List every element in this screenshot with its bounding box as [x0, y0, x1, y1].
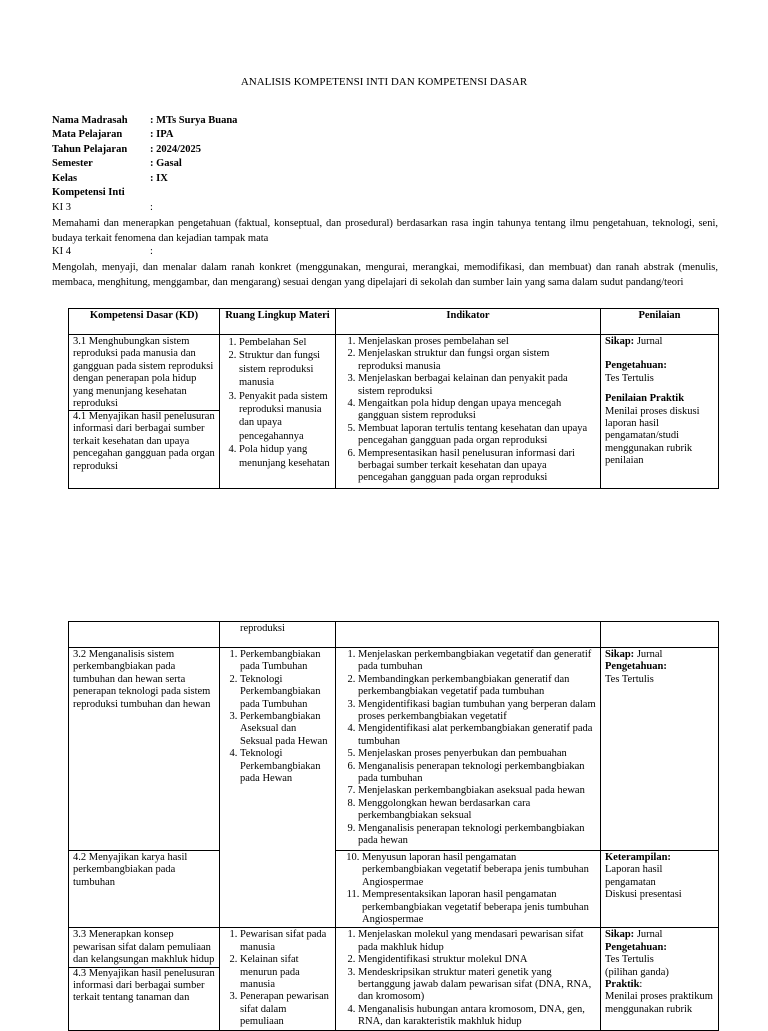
indikator-item: 7. Menjelaskan perkembangbiakan aseksual pada hewan [358, 785, 596, 797]
header-penilaian: Penilaian [601, 309, 719, 335]
materi-item: 2. Struktur dan fungsi sistem reproduksi manusia [239, 349, 331, 389]
penilaian-cell-row3: Sikap: Jurnal Pengetahuan: Tes Tertulis (pilihan ganda) Praktik: Menilai proses praktikum menggunakan rubrik [601, 928, 719, 1030]
ki3-text: Memahami dan menerapkan pengetahuan (faktual, konseptual, dan prosedural) berdasarkan rasa ingin tahunya tentang ilmu pengetahuan, teknologi, seni, budaya terkait fenomena dan kejadian tampak mata [52, 218, 718, 245]
indikator-item: 2. Mengidentifikasi struktur molekul DNA [358, 954, 596, 966]
info-row-mapel: Mata Pelajaran : IPA [52, 129, 174, 141]
indikator-item: 5. Menjelaskan proses penyerbukan dan pembuahan [358, 748, 596, 760]
info-row-madrasah: Nama Madrasah : MTs Surya Buana [52, 115, 238, 126]
kd-4-3: 4.3 Menyajikan hasil penelusuran informasi dari berbagai sumber terkait tentang tanaman dan [73, 967, 215, 1004]
header-indikator: Indikator [336, 309, 601, 335]
materi-cell-row1 [220, 335, 336, 489]
kd-table-page1 [68, 308, 719, 489]
materi-item: 3. Perkembangbiakan Aseksual dan Seksual pada Hewan [240, 711, 331, 748]
info-row-tahun: Tahun Pelajaran : 2024/2025 [52, 143, 202, 155]
indikator-item: 1. Menjelaskan proses pembelahan sel [358, 336, 596, 348]
indikator-item: 6. Mempresentasikan hasil penelusuran informasi dari berbagai sumber terkait kesehatan dan upaya pencegahan gangguan pada organ reproduksi [358, 448, 596, 485]
ki-heading: Kompetensi Inti [52, 186, 125, 198]
indikator-cell-row1 [336, 335, 601, 489]
indikator-item: 4. Menganalisis hubungan antara kromosom, DNA, gen, RNA, dan karakteristik makhluk hidup [358, 1004, 596, 1029]
indikator-item: 3. Mendeskripsikan struktur materi genetik yang bertanggung jawab dalam pewarisan sifat (DNA, RNA, dan kromosom) [358, 967, 596, 1004]
kd-3-2: 3.2 Menganalisis sistem perkembangbiakan pada tumbuhan dan hewan serta penerapan teknologi pada sistem reproduksi tumbuhan dan hewan [69, 648, 220, 851]
materi-item: 2. Teknologi Perkembangbiakan pada Tumbuhan [240, 674, 331, 711]
ki4-label: KI 4 [52, 246, 71, 257]
penilaian-cell-row1: Sikap: Jurnal Pengetahuan: Tes Tertulis Penilaian Praktik Menilai proses diskusi laporan hasil pengamatan/studi menggunakan rubrik penilaian [601, 335, 719, 489]
materi-item: 1. Pewarisan sifat pada manusia [240, 929, 331, 954]
materi-continuation: reproduksi [220, 622, 336, 648]
indikator-cell-row2a [336, 648, 601, 851]
header-kd: Kompetensi Dasar (KD) [69, 309, 220, 335]
indikator-item: 2. Menjelaskan struktur dan fungsi organ sistem reproduksi manusia [358, 348, 596, 373]
indikator-item: 3. Menjelaskan berbagai kelainan dan penyakit pada sistem reproduksi [358, 373, 596, 398]
kd-table-page2 [68, 621, 719, 1031]
indikator-item: 9. Menganalisis penerapan teknologi perkembangbiakan pada hewan [358, 823, 596, 848]
indikator-item: 11. Mempresentaksikan laporan hasil pengamatan perkembangbiakan vegetatif beberapa jenis tumbuhan Angiospermae [362, 889, 596, 926]
document-title: ANALISIS KOMPETENSI INTI DAN KOMPETENSI DASAR [240, 76, 528, 88]
ki3-label: KI 3 [52, 202, 71, 213]
indikator-item: 6. Menganalisis penerapan teknologi perkembangbiakan pada tumbuhan [358, 761, 596, 786]
ki4-text: Mengolah, menyaji, dan menalar dalam ranah konkret (menggunakan, mengurai, merangkai, memodifikasi, dan membuat) dan ranah abstrak (menulis, membaca, menghitung, menggambar, dan mengarang) sesuai dengan yang dipelajari di sekolah dan sumber lain yang sama dalam sudut pandang/teori [52, 262, 718, 289]
penilaian-cell-row2a: Sikap: Jurnal Pengetahuan: Tes Tertulis [601, 648, 719, 851]
kd-cell-row3 [69, 928, 220, 1030]
materi-item: 1. Pembelahan Sel [239, 336, 331, 349]
indikator-cell-row2b [336, 851, 601, 928]
materi-item: 1. Perkembangbiakan pada Tumbuhan [240, 649, 331, 674]
materi-item: 4. Pola hidup yang menunjang kesehatan [239, 443, 331, 470]
indikator-item: 10. Menyusun laporan hasil pengamatan perkembangbiakan vegetatif beberapa jenis tumbuhan Angiospermae [362, 852, 596, 889]
materi-cell-row3 [220, 928, 336, 1030]
indikator-item: 1. Menjelaskan perkembangbiakan vegetatif dan generatif pada tumbuhan [358, 649, 596, 674]
info-row-semester: Semester : Gasal [52, 158, 182, 170]
ki4-block: KI 4 : Mengolah, menyaji, dan menalar dalam ranah konkret (menggunakan, mengurai, merangkai, memodifikasi, dan membuat) dan ranah abstrak (menulis, membaca, menghitung, menggambar, dan mengarang) sesuai dengan yang dipelajari di sekolah dan sumber lain yang sama dalam sudut pandang/teori [52, 246, 718, 289]
indikator-item: 8. Menggolongkan hewan berdasarkan cara perkembangbiakan seksual [358, 798, 596, 823]
kd-3-3: 3.3 Menerapkan konsep pewarisan sifat dalam pemuliaan dan kelangsungan makhluk hidup [73, 929, 215, 966]
indikator-item: 4. Mengaitkan pola hidup dengan upaya mencegah gangguan sistem reproduksi [358, 398, 596, 423]
kd-4-1: 4.1 Menyajikan hasil penelusuran informasi dari berbagai sumber terkait kesehatan dan upaya pencegahan gangguan pada organ reproduksi [73, 411, 215, 472]
penilaian-cell-row2b: Keterampilan: Laporan hasil pengamatan Diskusi presentasi [601, 851, 719, 928]
materi-cell-row2 [220, 648, 336, 928]
kd-cell-row1 [69, 335, 220, 489]
materi-item: 3. Penyakit pada sistem reproduksi manusia dan upaya pencegahannya [239, 390, 331, 444]
indikator-item: 3. Mengidentifikasi bagian tumbuhan yang berperan dalam proses perkembangbiakan vegetatif [358, 699, 596, 724]
header-materi: Ruang Lingkup Materi [220, 309, 336, 335]
kd-4-2: 4.2 Menyajikan karya hasil perkembangbiakan pada tumbuhan [69, 851, 220, 928]
ki3-block: KI 3 : Memahami dan menerapkan pengetahuan (faktual, konseptual, dan prosedural) berdasarkan rasa ingin tahunya tentang ilmu pengetahuan, teknologi, seni, budaya terkait fenomena dan kejadian tampak mata [52, 202, 718, 245]
indikator-item: 2. Membandingkan perkembangbiakan generatif dan perkembangbiakan vegetatif pada tumbuhan [358, 674, 596, 699]
materi-item: 4. Teknologi Perkembangbiakan pada Hewan [240, 748, 331, 785]
indikator-item: 5. Membuat laporan tertulis tentang kesehatan dan upaya pencegahan gangguan pada organ reproduksi [358, 423, 596, 448]
indikator-item: 4. Mengidentifikasi alat perkembangbiakan generatif pada tumbuhan [358, 723, 596, 748]
indikator-item: 1. Menjelaskan molekul yang mendasari pewarisan sifat pada makhluk hidup [358, 929, 596, 954]
materi-item: 3. Penerapan pewarisan sifat dalam pemuliaan [240, 991, 331, 1028]
identity-block [52, 115, 237, 201]
indikator-cell-row3 [336, 928, 601, 1030]
kd-3-1: 3.1 Menghubungkan sistem reproduksi pada manusia dan gangguan pada sistem reproduksi dengan penerapan pola hidup yang menunjang kesehatan reproduksi [73, 336, 214, 410]
materi-item: 2. Kelainan sifat menurun pada manusia [240, 954, 331, 991]
info-row-kelas: Kelas : IX [52, 172, 168, 184]
